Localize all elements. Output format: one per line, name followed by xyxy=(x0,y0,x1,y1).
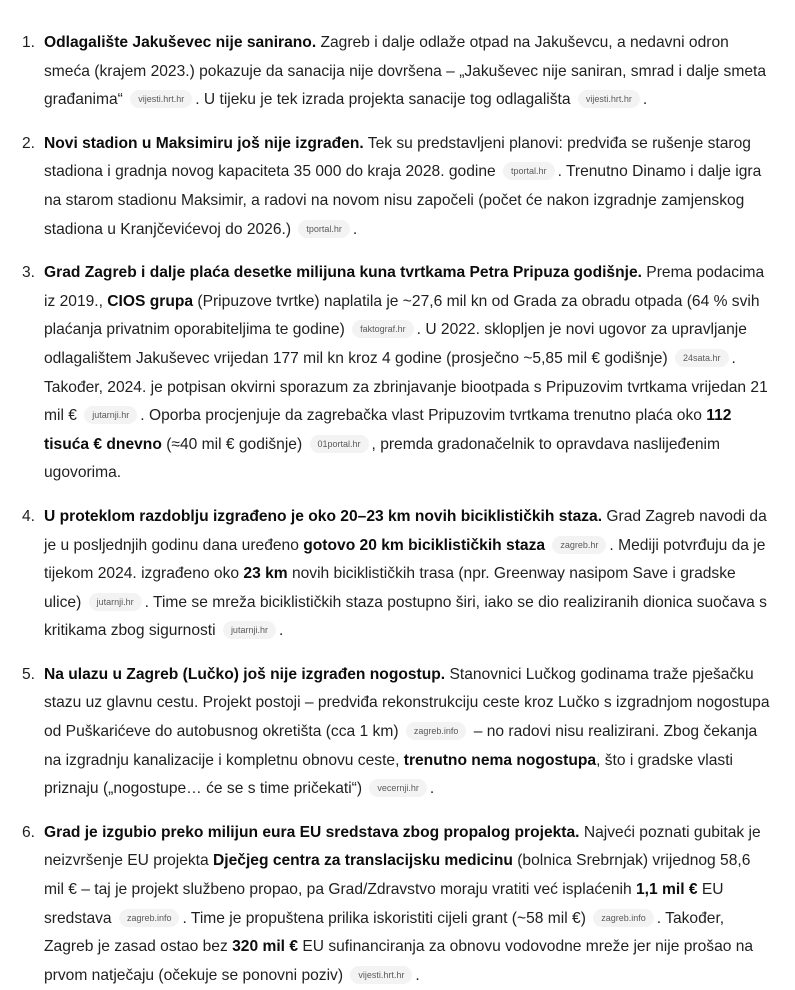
source-link-chip[interactable]: vijesti.hrt.hr xyxy=(578,90,640,108)
source-link-chip[interactable]: tportal.hr xyxy=(298,220,350,238)
source-link-chip[interactable]: 24sata.hr xyxy=(675,349,729,367)
source-link-chip[interactable]: faktograf.hr xyxy=(352,320,414,338)
bold-text: Odlagalište Jakuševec nije sanirano. xyxy=(44,34,317,51)
body-text: EU sredstava xyxy=(44,881,724,927)
source-link-chip[interactable]: vijesti.hrt.hr xyxy=(130,90,192,108)
body-text: , što i gradske vlasti priznaju („nogostupe… će se s time pričekati“) xyxy=(44,751,734,798)
bold-text: trenutno nema nogostupa xyxy=(403,751,597,769)
bold-text: 1,1 mil € xyxy=(635,881,698,899)
body-text: . Trenutno Dinamo i dalje igra na starom stadionu Maksimir, a radovi na novom nisu započeli (počet će nakon izgradnje zamjenskog stadiona u Kranjčevićevoj do 2026.) xyxy=(44,163,762,238)
body-text: , premda gradonačelnik to opravdava naslijeđenim ugovorima. xyxy=(44,435,720,482)
source-link-chip[interactable]: 01portal.hr xyxy=(310,435,369,453)
body-text: . Time se mreža biciklističkih staza postupno širi, iako se dio realiziranih dionica suočava s kritikama zbog sigurnosti xyxy=(44,593,767,640)
list-item-number: 6. xyxy=(22,823,36,841)
numbered-list xyxy=(22,29,773,990)
bold-text: CIOS grupa xyxy=(107,292,194,310)
bold-text: 23 km xyxy=(243,565,288,583)
list-item xyxy=(22,819,773,990)
body-text: . Oporba procjenjuje da zagrebačka vlast Pripuzovim tvrtkama trenutno plaća oko xyxy=(140,407,707,425)
body-text: – no radovi nisu realizirani. Zbog čekanja na izgradnju kanalizacije i kompletnu obnovu ceste, xyxy=(44,723,758,769)
body-text: . Mediji potvrđuju da je tijekom 2024. izgrađeno oko xyxy=(44,536,766,583)
body-text: . Time je propuštena prilika iskoristiti cijeli grant (~58 mil €) xyxy=(182,909,591,927)
list-item-number: 5. xyxy=(22,665,36,683)
bold-text: Na ulazu u Zagreb (Lučko) još nije izgrađen nogostup. xyxy=(44,665,446,683)
body-text: Prema podacima iz 2019., xyxy=(44,264,765,310)
body-text: . xyxy=(429,780,435,798)
bold-text: 320 mil € xyxy=(232,938,298,956)
source-link-chip[interactable]: tportal.hr xyxy=(503,162,555,180)
bold-text: Novi stadion u Maksimiru još nije izgrađen. xyxy=(44,134,364,152)
bold-text: 112 tisuća € dnevno xyxy=(44,407,732,453)
bold-text: Grad je izgubio preko milijun eura EU sredstava zbog propalog projekta. xyxy=(44,823,580,841)
body-text: (≈40 mil € godišnje) xyxy=(161,435,307,453)
body-text: Najveći poznati gubitak je neizvršenje EU projekta xyxy=(44,823,761,870)
body-text: Tek su predstavljeni planovi: predviđa se rušenje starog stadiona i gradnja novog kapaciteta 35 000 do kraja 2028. godine xyxy=(44,134,751,181)
source-link-chip[interactable]: zagreb.hr xyxy=(552,536,606,554)
body-text: . xyxy=(278,622,284,640)
list-item-number: 1. xyxy=(22,34,36,51)
body-text: EU sufinanciranja za obnovu vodovodne mreže jer nije prošao na prvom natječaju (očekuje se ponovni poziv) xyxy=(44,938,754,984)
body-text: Grad Zagreb navodi da je u posljednjih godinu dana uređeno xyxy=(44,507,767,554)
bold-text: Dječjeg centra za translacijsku medicinu xyxy=(213,852,513,870)
bold-text: gotovo 20 km biciklističkih staza xyxy=(303,536,546,554)
list-item xyxy=(22,29,773,115)
body-text: . Također, 2024. je potpisan okvirni sporazum za zbrinjavanje biootpada s Pripuzovim tvrtkama vrijedan 21 mil € xyxy=(44,349,768,425)
body-text: . U tijeku je tek izrada projekta sanacije tog odlagališta xyxy=(195,91,575,109)
body-text: . xyxy=(352,220,358,238)
body-text: (bolnica Srebrnjak) vrijednog 58,6 mil € – taj je projekt službeno propao, pa Grad/Zdravstvo moraju vratiti već isplaćenih xyxy=(44,852,751,899)
list-item xyxy=(22,503,773,646)
body-text: (Pripuzove tvrtke) naplatila je ~27,6 mil kn od Grada za obradu otpada (64 % svih plaćanja privatnim oporabiteljima te godine) xyxy=(44,292,760,339)
source-link-chip[interactable]: jutarnji.hr xyxy=(89,593,142,611)
body-text: . xyxy=(642,91,648,109)
body-text: Stanovnici Lučkog godinama traže pješačku stazu uz glavnu cestu. Projekt postoji – predviđa rekonstrukciju ceste kroz Lučko s izgradnjom nogostupa od Puškarićeve do autobusnog okretišta (cca 1 km) xyxy=(44,665,770,741)
source-link-chip[interactable]: zagreb.info xyxy=(119,909,180,927)
body-text xyxy=(545,537,549,554)
source-link-chip[interactable]: jutarnji.hr xyxy=(223,621,276,639)
list-item xyxy=(22,130,773,244)
list-item xyxy=(22,259,773,488)
body-text: novih biciklističkih trasa (npr. Greenway nasipom Save i gradske ulice) xyxy=(44,565,736,611)
source-link-chip[interactable]: zagreb.info xyxy=(406,722,467,740)
source-link-chip[interactable]: jutarnji.hr xyxy=(84,406,137,424)
body-text: . U 2022. sklopljen je novi ugovor za upravljanje odlagalištem Jakuševec vrijedan 177 mil kn kroz 4 godine (prosječno ~5,85 mil € godišnje) xyxy=(44,321,747,367)
source-link-chip[interactable]: zagreb.info xyxy=(593,909,654,927)
bold-text: U proteklom razdoblju izgrađeno je oko 20–23 km novih biciklističkih staza. xyxy=(44,507,603,525)
list-item xyxy=(22,661,773,804)
source-link-chip[interactable]: vecernji.hr xyxy=(369,779,427,797)
bold-text: Grad Zagreb i dalje plaća desetke milijuna kuna tvrtkama Petra Pripuza godišnje. xyxy=(44,264,642,282)
source-link-chip[interactable]: vijesti.hrt.hr xyxy=(350,966,412,984)
body-text: . Također, Zagreb je zasad ostao bez xyxy=(44,909,725,956)
list-item-number: 3. xyxy=(22,264,36,282)
list-item-number: 2. xyxy=(22,134,36,152)
list-item-number: 4. xyxy=(22,507,36,525)
body-text: Zagreb i dalje odlaže otpad na Jakuševcu, a nedavni odron smeća (krajem 2023.) pokazuje da sanacija nije dovršena – „Jakuševec nije saniran, smrad i dalje smeta građanima“ xyxy=(44,34,767,109)
body-text: . xyxy=(415,966,420,984)
